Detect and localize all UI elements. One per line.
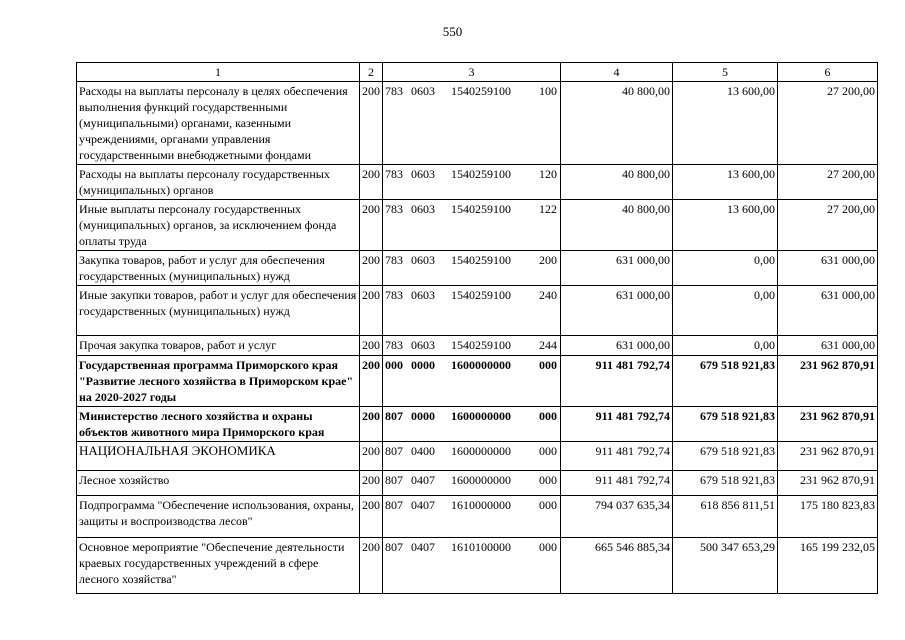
column-number-2: 2 (360, 63, 383, 82)
row-budget-code (383, 165, 561, 200)
row-value-col6: 631 000,00 (778, 251, 878, 286)
row-value-col6: 27 200,00 (778, 200, 878, 251)
row-name: Лесное хозяйство (77, 471, 360, 496)
row-value-col6: 165 199 232,05 (778, 538, 878, 594)
code-ved: 783 (385, 253, 403, 267)
row-code-group: 200 (360, 496, 383, 538)
row-value-col5: 13 600,00 (673, 165, 778, 200)
budget-table (76, 62, 878, 594)
row-budget-code (383, 200, 561, 251)
row-value-col4: 665 546 885,34 (561, 538, 673, 594)
row-budget-code (383, 356, 561, 407)
row-value-col4: 40 800,00 (561, 165, 673, 200)
table-row (77, 407, 878, 442)
row-value-col6: 175 180 823,83 (778, 496, 878, 538)
code-section: 0603 (411, 338, 435, 352)
code-section: 0603 (411, 202, 435, 216)
code-expense-type: 000 (539, 409, 557, 423)
table-row (77, 442, 878, 471)
code-expense-type: 000 (539, 358, 557, 372)
row-budget-code (383, 496, 561, 538)
code-expense-type: 240 (539, 288, 557, 302)
row-value-col6: 27 200,00 (778, 165, 878, 200)
row-budget-code (383, 82, 561, 165)
code-ved: 783 (385, 338, 403, 352)
code-target: 1600000000 (451, 358, 511, 372)
row-code-group: 200 (360, 251, 383, 286)
row-code-group: 200 (360, 538, 383, 594)
code-section: 0000 (411, 409, 435, 423)
code-ved: 807 (385, 498, 403, 512)
row-budget-code (383, 251, 561, 286)
code-expense-type: 200 (539, 253, 557, 267)
code-target: 1610000000 (451, 498, 511, 512)
code-expense-type: 000 (539, 498, 557, 512)
code-expense-type: 244 (539, 338, 557, 352)
row-budget-code (383, 471, 561, 496)
table-row (77, 251, 878, 286)
row-value-col6: 231 962 870,91 (778, 407, 878, 442)
code-ved: 807 (385, 409, 403, 423)
row-value-col5: 679 518 921,83 (673, 407, 778, 442)
row-value-col5: 0,00 (673, 251, 778, 286)
row-value-col4: 631 000,00 (561, 251, 673, 286)
row-value-col4: 40 800,00 (561, 200, 673, 251)
row-value-col5: 13 600,00 (673, 200, 778, 251)
row-value-col4: 794 037 635,34 (561, 496, 673, 538)
row-value-col4: 911 481 792,74 (561, 356, 673, 407)
row-code-group: 200 (360, 165, 383, 200)
row-value-col4: 631 000,00 (561, 286, 673, 336)
row-name: Министерство лесного хозяйства и охраны объектов животного мира Приморского края (77, 407, 360, 442)
row-value-col4: 631 000,00 (561, 336, 673, 356)
code-target: 1540259100 (451, 84, 511, 98)
code-section: 0603 (411, 253, 435, 267)
code-target: 1540259100 (451, 338, 511, 352)
code-section: 0603 (411, 84, 435, 98)
row-value-col6: 231 962 870,91 (778, 442, 878, 471)
row-name: Государственная программа Приморского края "Развитие лесного хозяйства в Приморском крае" на 2020-2027 годы (77, 356, 360, 407)
code-ved: 783 (385, 288, 403, 302)
row-name: Закупка товаров, работ и услуг для обеспечения государственных (муниципальных) нужд (77, 251, 360, 286)
column-number-header-row (77, 63, 878, 82)
code-target: 1540259100 (451, 167, 511, 181)
code-section: 0400 (411, 444, 435, 458)
code-ved: 807 (385, 540, 403, 554)
row-code-group: 200 (360, 442, 383, 471)
code-expense-type: 000 (539, 444, 557, 458)
row-budget-code (383, 336, 561, 356)
row-value-col6: 631 000,00 (778, 336, 878, 356)
row-value-col6: 231 962 870,91 (778, 356, 878, 407)
code-target: 1610100000 (451, 540, 511, 554)
code-section: 0407 (411, 498, 435, 512)
column-number-3: 3 (383, 63, 561, 82)
column-number-1: 1 (77, 63, 360, 82)
code-expense-type: 000 (539, 473, 557, 487)
row-name: Иные выплаты персоналу государственных (муниципальных) органов, за исключением фонда оплаты труда (77, 200, 360, 251)
row-budget-code (383, 407, 561, 442)
row-value-col5: 679 518 921,83 (673, 471, 778, 496)
code-ved: 807 (385, 473, 403, 487)
table-row (77, 538, 878, 594)
row-value-col5: 679 518 921,83 (673, 356, 778, 407)
code-section: 0000 (411, 358, 435, 372)
row-name: Прочая закупка товаров, работ и услуг (77, 336, 360, 356)
column-number-5: 5 (673, 63, 778, 82)
table-row (77, 165, 878, 200)
row-name: НАЦИОНАЛЬНАЯ ЭКОНОМИКА (77, 442, 360, 471)
row-name: Основное мероприятие "Обеспечение деятельности краевых государственных учреждений в сфере лесного хозяйства" (77, 538, 360, 594)
row-code-group: 200 (360, 200, 383, 251)
row-code-group: 200 (360, 336, 383, 356)
code-ved: 783 (385, 167, 403, 181)
row-value-col5: 13 600,00 (673, 82, 778, 165)
row-budget-code (383, 538, 561, 594)
code-expense-type: 122 (539, 202, 557, 216)
row-value-col5: 618 856 811,51 (673, 496, 778, 538)
code-ved: 783 (385, 84, 403, 98)
row-value-col5: 500 347 653,29 (673, 538, 778, 594)
code-target: 1540259100 (451, 288, 511, 302)
row-code-group: 200 (360, 286, 383, 336)
code-section: 0603 (411, 288, 435, 302)
table-row (77, 286, 878, 336)
code-section: 0407 (411, 473, 435, 487)
table-row (77, 356, 878, 407)
table-row (77, 82, 878, 165)
row-code-group: 200 (360, 82, 383, 165)
code-expense-type: 120 (539, 167, 557, 181)
code-expense-type: 000 (539, 540, 557, 554)
column-number-4: 4 (561, 63, 673, 82)
row-code-group: 200 (360, 407, 383, 442)
code-ved: 783 (385, 202, 403, 216)
code-target: 1540259100 (451, 253, 511, 267)
row-value-col5: 679 518 921,83 (673, 442, 778, 471)
table-row (77, 496, 878, 538)
row-value-col6: 27 200,00 (778, 82, 878, 165)
row-value-col4: 911 481 792,74 (561, 407, 673, 442)
column-number-6: 6 (778, 63, 878, 82)
table-row (77, 200, 878, 251)
row-value-col6: 631 000,00 (778, 286, 878, 336)
table-row (77, 336, 878, 356)
code-target: 1600000000 (451, 473, 511, 487)
code-section: 0603 (411, 167, 435, 181)
row-code-group: 200 (360, 356, 383, 407)
row-budget-code (383, 286, 561, 336)
row-value-col4: 911 481 792,74 (561, 471, 673, 496)
code-expense-type: 100 (539, 84, 557, 98)
code-section: 0407 (411, 540, 435, 554)
code-target: 1600000000 (451, 409, 511, 423)
row-name: Расходы на выплаты персоналу государственных (муниципальных) органов (77, 165, 360, 200)
page-number: 550 (442, 24, 463, 39)
row-name: Иные закупки товаров, работ и услуг для обеспечения государственных (муниципальных) нужд (77, 286, 360, 336)
code-target: 1600000000 (451, 444, 511, 458)
row-budget-code (383, 442, 561, 471)
row-name: Подпрограмма "Обеспечение использования, охраны, защиты и воспроизводства лесов" (77, 496, 360, 538)
row-value-col4: 911 481 792,74 (561, 442, 673, 471)
code-target: 1540259100 (451, 202, 511, 216)
row-value-col5: 0,00 (673, 286, 778, 336)
code-ved: 000 (385, 358, 403, 372)
row-value-col4: 40 800,00 (561, 82, 673, 165)
row-value-col6: 231 962 870,91 (778, 471, 878, 496)
row-code-group: 200 (360, 471, 383, 496)
row-value-col5: 0,00 (673, 336, 778, 356)
table-row (77, 471, 878, 496)
row-name: Расходы на выплаты персоналу в целях обеспечения выполнения функций государственными (муниципальными) органами, казенными учреждениями, органами управления государственными внебюджетными фондами (77, 82, 360, 165)
code-ved: 807 (385, 444, 403, 458)
